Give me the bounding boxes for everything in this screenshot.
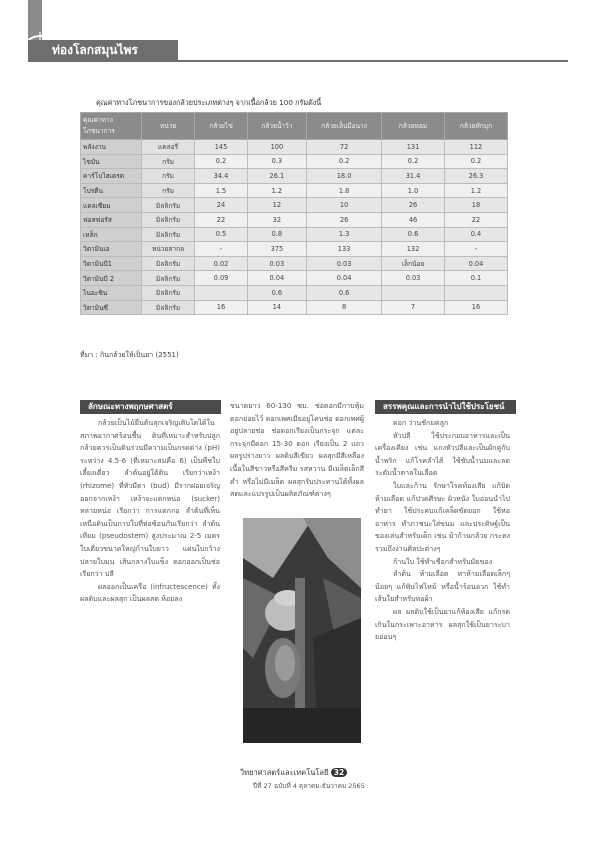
table-header-cell: คุณค่าทางโภชนาการ (81, 113, 142, 140)
table-row (81, 256, 508, 271)
nutrient-name: ไนอะซิน (81, 285, 142, 300)
table-row (81, 198, 508, 213)
uses-text (375, 417, 510, 644)
journal-name: วิทยาศาสตร์และเทคโนโลยี (240, 768, 329, 777)
table-row (81, 271, 508, 286)
value-cell: 0.04 (444, 256, 507, 271)
unit-cell: มิลลิกรัม (141, 256, 194, 271)
table-source: ที่มา : กินกล้วยให้เป็นยา (2551) (80, 351, 179, 359)
table-header-cell: กล้วยไข่ (195, 113, 247, 140)
paragraph: ก้านใบ ใช้ทำเชือกสำหรับมัดของ (393, 556, 493, 566)
value-cell: 1.2 (444, 183, 507, 198)
unit-cell: แคลอรี่ (141, 140, 194, 155)
value-cell: 0.03 (307, 256, 382, 271)
value-cell: 0.09 (195, 271, 247, 286)
paragraph: ผล ผลดิบใช้เป็นยาแก้ท้องเสีย แก้กรดเกินในกระเพาะอาหาร ผลสุกใช้เป็นยาระบายอ่อนๆ (375, 606, 510, 642)
value-cell: 72 (307, 140, 382, 155)
value-cell: 32 (247, 212, 306, 227)
table-row (81, 140, 508, 155)
value-cell: 26 (307, 212, 382, 227)
value-cell: 0.3 (247, 154, 306, 169)
value-cell: 26 (382, 198, 445, 213)
unit-cell: หน่วยสากล (141, 242, 194, 257)
paragraph: ผลออกเป็นเครือ (infructescence) ทั้งผลดิบและผลสุก เป็นผลสด ห้อยลง (80, 581, 220, 604)
value-cell: 112 (444, 140, 507, 155)
botany-heading: ลักษณะทางพฤกษศาสตร์ (80, 400, 221, 414)
value-cell: 14 (247, 300, 306, 315)
value-cell: 7 (382, 300, 445, 315)
value-cell: - (444, 242, 507, 257)
value-cell: 0.8 (247, 227, 306, 242)
value-cell: 0.6 (382, 227, 445, 242)
value-cell: 0.6 (247, 285, 306, 300)
unit-cell: มิลลิกรัม (141, 271, 194, 286)
table-header-row (81, 113, 508, 140)
value-cell: 375 (247, 242, 306, 257)
value-cell: 0.4 (444, 227, 507, 242)
nutrient-name: คาร์โบไฮเดรต (81, 169, 142, 184)
paragraph: ดอก ว่านชักมดลูก (393, 418, 449, 427)
value-cell: - (195, 242, 247, 257)
value-cell: 18 (444, 198, 507, 213)
value-cell: 10 (307, 198, 382, 213)
value-cell: 133 (307, 242, 382, 257)
footer-journal (240, 767, 347, 779)
value-cell: 22 (195, 212, 247, 227)
unit-cell: มิลลิกรัม (141, 300, 194, 315)
nutrient-name: โปรตีน (81, 183, 142, 198)
value-cell: 1.0 (382, 183, 445, 198)
page-number: 32 (331, 768, 347, 777)
value-cell: 145 (195, 140, 247, 155)
value-cell: 0.2 (382, 154, 445, 169)
value-cell: 1.8 (307, 183, 382, 198)
nutrient-name: วิตามินเอ (81, 242, 142, 257)
value-cell: 22 (444, 212, 507, 227)
value-cell: 131 (382, 140, 445, 155)
paragraph: ลำต้น ห้ามเลือด ทาห้ามเลือดเล็กๆ น้อยๆ แก้พิษไฟไหม้ หรือน้ำร้อนลวก ใช้ทำเส้นใยสำหรับทอผ้า (375, 569, 510, 604)
table-row (81, 300, 508, 315)
nutrient-name: วิตามินบี 2 (81, 271, 142, 286)
value-cell: 0.1 (444, 271, 507, 286)
value-cell: 0.04 (247, 271, 306, 286)
table-row (81, 212, 508, 227)
banana-plant-photo (243, 518, 361, 743)
paragraph: ใบและก้าน รักษาโรคท้องเสีย แก้บิด ห้ามเลือด แก้ปวดศีรษะ ผิวหนัง ใบอ่อนนำไปทำยา ใช้ประคบแก้เคล็ดขัดยอก ใช้ห่ออาหาร ทำภาชนะใส่ขนม และประดิษฐ์เป็นของเล่นสำหรับเด็ก เช่น ม้าก้านกล้วย กระทง รวมถึงงานศิลปะต่างๆ (375, 480, 510, 553)
botany-text (80, 417, 220, 606)
botany-text-continued (230, 400, 364, 501)
value-cell: 0.03 (247, 256, 306, 271)
value-cell: 12 (247, 198, 306, 213)
value-cell: 0.02 (195, 256, 247, 271)
value-cell: 0.2 (195, 154, 247, 169)
value-cell: 24 (195, 198, 247, 213)
value-cell: 34.4 (195, 169, 247, 184)
value-cell: 0.6 (307, 285, 382, 300)
table-row (81, 242, 508, 257)
value-cell: 0.04 (307, 271, 382, 286)
table-row (81, 169, 508, 184)
value-cell: 100 (247, 140, 306, 155)
value-cell: 8 (307, 300, 382, 315)
nutrient-name: วิตามินซี (81, 300, 142, 315)
unit-cell: มิลลิกรัม (141, 285, 194, 300)
value-cell: เล็กน้อย (382, 256, 445, 271)
unit-cell: กรัม (141, 183, 194, 198)
nutrient-name: ไขมัน (81, 154, 142, 169)
value-cell: 26.3 (444, 169, 507, 184)
value-cell: 16 (195, 300, 247, 315)
paragraph: กล้วยเป็นไม้ยืนต้นลุกเจริญเติบโตได้ในสภาพอากาศร้อนชื้น ดินที่เหมาะสำหรับปลูกกล้วยควรเป็นดินร่วนมีความเป็นกรดด่าง (pH) ระหว่าง 4.5-6 (ที่เหมาะสมคือ 6) เป็นพืชใบเลี้ยงเดี่ยว ลำต้นอยู่ใต้ดิน เรียกว่าเหง้า (rhizome) ที่หัวมีตา (bud) มีรากฝอยเจริญออกจากเหง้า เหง้าจะแตกหน่อ (sucker) หลายหน่อ เรียกว่า การแตกกอ ลำต้นที่เห็นเหนือดินเป็นกาบใบที่ห่อซ้อนกันเรียกว่า ลำต้นเทียม (pseudostem) สูงประมาณ 2-5 เมตร ใบเดี่ยวขนาดใหญ่ก้านใบยาว แผ่นใบกว้าง ปลายใบมน เส้นกลางใบแข็ง ดอกออกเป็นช่อเรียกว่า ปลี (80, 418, 220, 579)
value-cell (195, 285, 247, 300)
value-cell: 1.5 (195, 183, 247, 198)
uses-heading: สรรพคุณและการนำไปใช้ประโยชน์ (375, 400, 516, 414)
nutrient-name: วิตามินบี1 (81, 256, 142, 271)
table-row (81, 285, 508, 300)
footer-issue: ปีที่ 27 ฉบับที่ 4 ตุลาคม-ธันวาคม 2565 (253, 782, 365, 790)
table-row (81, 154, 508, 169)
value-cell: 31.4 (382, 169, 445, 184)
table-caption: คุณค่าทางโภชนาการของกล้วยประเภทต่างๆ จากเนื้อกล้วย 100 กรัมดังนี้ (96, 98, 322, 107)
value-cell: 0.2 (444, 154, 507, 169)
unit-cell: มิลลิกรัม (141, 212, 194, 227)
nutrition-table (80, 112, 508, 315)
nutrient-name: พลังงาน (81, 140, 142, 155)
paragraph: ขนาดยาว 60-130 ซม. ช่อดอกมีกาบหุ้มดอกย่อยไว้ ดอกเพศเมียอยู่โคนช่อ ดอกเพศผู้อยู่ปลายช่อ ช่อดอกเรียงเป็นกระจุก แต่ละกระจุกมีดอก 15-30 ดอก เรียงเป็น 2 แถว ผลรูปร่างยาว ผลดิบสีเขียว ผลสุกมีสีเหลือง เนื้อในสีขาวหรือสีครีม รสหวาน มีเมล็ดเล็กสีดำ หรือไม่มีเมล็ด ผลสุกรับประทานได้ทั้งผลสดและแปรรูปเป็นผลิตภัณฑ์ต่างๆ (230, 401, 364, 499)
value-cell (444, 285, 507, 300)
nutrient-name: ฟอสฟอรัส (81, 212, 142, 227)
nutrient-name: เหล็ก (81, 227, 142, 242)
header-rule (28, 60, 568, 62)
value-cell: 26.1 (247, 169, 306, 184)
value-cell: 132 (382, 242, 445, 257)
paragraph: หัวปลี ใช้ประกอบอาหารและเป็นเครื่องเคียง เช่น แกงหัวปลีและเป็นผักคู่กับน้ำพริก แก้โรคลำไส้ ใช้ขับน้ำนมและลดระดับน้ำตาลในเลือด (375, 430, 510, 478)
unit-cell: มิลลิกรัม (141, 198, 194, 213)
unit-cell: กรัม (141, 169, 194, 184)
unit-cell: มิลลิกรัม (141, 227, 194, 242)
table-header-cell: กล้วยหักมุก (444, 113, 507, 140)
value-cell: 16 (444, 300, 507, 315)
value-cell (382, 285, 445, 300)
section-title: ท่องโลกสมุนไพร (52, 43, 138, 57)
value-cell: 0.2 (307, 154, 382, 169)
nutrient-name: แคลเซียม (81, 198, 142, 213)
value-cell: 1.3 (307, 227, 382, 242)
value-cell: 46 (382, 212, 445, 227)
table-row (81, 227, 508, 242)
value-cell: 18.0 (307, 169, 382, 184)
table-header-cell: หน่วย (141, 113, 194, 140)
value-cell: 0.03 (382, 271, 445, 286)
table-header-cell: กล้วยหอม (382, 113, 445, 140)
value-cell: 1.2 (247, 183, 306, 198)
table-row (81, 183, 508, 198)
value-cell: 0.5 (195, 227, 247, 242)
table-header-cell: กล้วยเล็บมือนาง (307, 113, 382, 140)
table-header-cell: กล้วยน้ำว้า (247, 113, 306, 140)
unit-cell: กรัม (141, 154, 194, 169)
